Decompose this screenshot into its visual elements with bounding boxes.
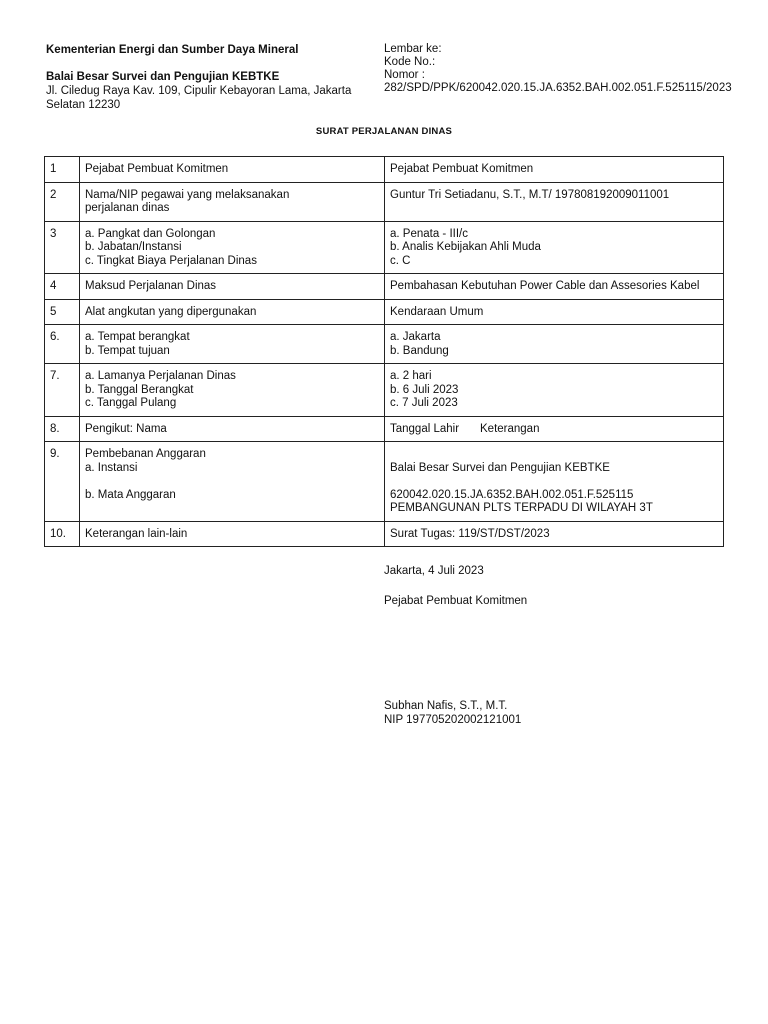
ministry-name: Kementerian Energi dan Sumber Daya Mineral xyxy=(46,44,299,56)
row-value-line: a. 2 hari xyxy=(390,370,432,382)
row-value xyxy=(385,416,724,442)
row-label xyxy=(80,299,385,325)
row-label xyxy=(80,157,385,183)
mata-anggaran-value: 620042.020.15.JA.6352.BAH.002.051.F.525115 xyxy=(390,488,634,501)
row-number: 6. xyxy=(45,325,80,364)
row-value xyxy=(385,274,724,300)
table-row xyxy=(45,364,724,417)
row-label xyxy=(80,325,385,364)
row-label-line: Maksud Perjalanan Dinas xyxy=(85,280,217,292)
nomor-label: Nomor : xyxy=(384,69,425,81)
row-number: 2 xyxy=(45,182,80,221)
row-label-line: Alat angkutan yang dipergunakan xyxy=(85,305,257,318)
row-number: 4 xyxy=(45,274,80,300)
row-label-line: b. Jabatan/Instansi xyxy=(85,241,182,253)
row-value-line: a. Jakarta xyxy=(390,331,441,343)
row-number: 9. xyxy=(45,442,80,522)
row-label-line: Nama/NIP pegawai yang melaksanakan xyxy=(85,188,290,201)
row-value-line: c. 7 Juli 2023 xyxy=(390,397,458,409)
row-number: 1 xyxy=(45,157,80,183)
document-title: SURAT PERJALANAN DINAS xyxy=(315,126,453,137)
row-label-line: c. Tanggal Pulang xyxy=(85,397,177,409)
row-number: 7. xyxy=(45,364,80,417)
kode-no: Kode No.: xyxy=(384,56,436,68)
nomor-value: 282/SPD/PPK/620042.020.15.JA.6352.BAH.002.051.F.525115/2023 xyxy=(384,82,732,94)
header-left xyxy=(46,43,366,112)
row-value-line: Pejabat Pembuat Komitmen xyxy=(390,163,534,175)
table-row-10 xyxy=(45,521,724,547)
keterangan-label: Keterangan xyxy=(480,422,540,435)
office-name: Balai Besar Survei dan Pengujian KEBTKE xyxy=(46,71,280,83)
row-value xyxy=(385,157,724,183)
row-value-line: Guntur Tri Setiadanu, S.T., M.T/ 197808192009011001 xyxy=(390,188,670,201)
program-value: PEMBANGUNAN PLTS TERPADU DI WILAYAH 3T xyxy=(390,502,653,514)
row-label xyxy=(80,442,385,522)
row-label-line: a. Tempat berangkat xyxy=(85,331,190,343)
row-value xyxy=(385,221,724,274)
row-label: Pengikut: Nama xyxy=(80,416,385,442)
place-date: Jakarta, 4 Juli 2023 xyxy=(384,565,484,577)
header-right xyxy=(384,43,754,95)
row-label xyxy=(80,182,385,221)
row-value-line: b. Bandung xyxy=(390,344,449,357)
row-value-line: Pembahasan Kebutuhan Power Cable dan Assesories Kabel xyxy=(390,280,700,292)
row-value: Surat Tugas: 119/ST/DST/2023 xyxy=(385,521,724,547)
table-row xyxy=(45,157,724,183)
signer-role: Pejabat Pembuat Komitmen xyxy=(384,595,528,607)
row-label xyxy=(80,221,385,274)
table-body xyxy=(45,157,724,547)
instansi-label: a. Instansi xyxy=(85,461,138,474)
row-label-line: a. Lamanya Perjalanan Dinas xyxy=(85,370,236,382)
table-row xyxy=(45,274,724,300)
tanggal-lahir-label: Tanggal Lahir xyxy=(390,422,460,435)
row-number: 8. xyxy=(45,416,80,442)
lembar-ke: Lembar ke: xyxy=(384,43,442,55)
row-value-line: c. C xyxy=(390,254,411,267)
row-value xyxy=(385,442,724,522)
row-label xyxy=(80,364,385,417)
table-row-8 xyxy=(45,416,724,442)
instansi-value: Balai Besar Survei dan Pengujian KEBTKE xyxy=(390,461,610,474)
row-label-line: a. Pangkat dan Golongan xyxy=(85,227,216,240)
address-line-2: Selatan 12230 xyxy=(46,99,121,111)
row-value xyxy=(385,364,724,417)
row-value-line: b. Analis Kebijakan Ahli Muda xyxy=(390,241,541,253)
row-label-line: c. Tingkat Biaya Perjalanan Dinas xyxy=(85,254,257,267)
table-row-9 xyxy=(45,442,724,522)
signer-block xyxy=(384,699,521,727)
signer-nip: NIP 197705202002121001 xyxy=(384,714,522,726)
row-number: 5 xyxy=(45,299,80,325)
row-value xyxy=(385,325,724,364)
row-label-line: b. Tanggal Berangkat xyxy=(85,383,194,396)
mata-anggaran-label: b. Mata Anggaran xyxy=(85,488,176,501)
row-label-line: Pejabat Pembuat Komitmen xyxy=(85,163,229,175)
row-value-line: a. Penata - III/c xyxy=(390,227,468,240)
row-value xyxy=(385,182,724,221)
address-line-1: Jl. Ciledug Raya Kav. 109, Cipulir Kebayoran Lama, Jakarta xyxy=(46,85,352,97)
row-number: 10. xyxy=(45,521,80,547)
row-label xyxy=(80,274,385,300)
table-row xyxy=(45,325,724,364)
table-row xyxy=(45,221,724,274)
row-label-line: perjalanan dinas xyxy=(85,202,170,214)
signer-name: Subhan Nafis, S.T., M.T. xyxy=(384,700,508,712)
row-value-line: Kendaraan Umum xyxy=(390,305,484,318)
row-label-line: b. Tempat tujuan xyxy=(85,344,170,357)
spd-table xyxy=(44,156,724,547)
row-label: Keterangan lain-lain xyxy=(80,521,385,547)
row-number: 3 xyxy=(45,221,80,274)
pembebanan-label: Pembebanan Anggaran xyxy=(85,448,206,460)
row-value-line: b. 6 Juli 2023 xyxy=(390,383,459,396)
table-row xyxy=(45,182,724,221)
row-value xyxy=(385,299,724,325)
table-row xyxy=(45,299,724,325)
